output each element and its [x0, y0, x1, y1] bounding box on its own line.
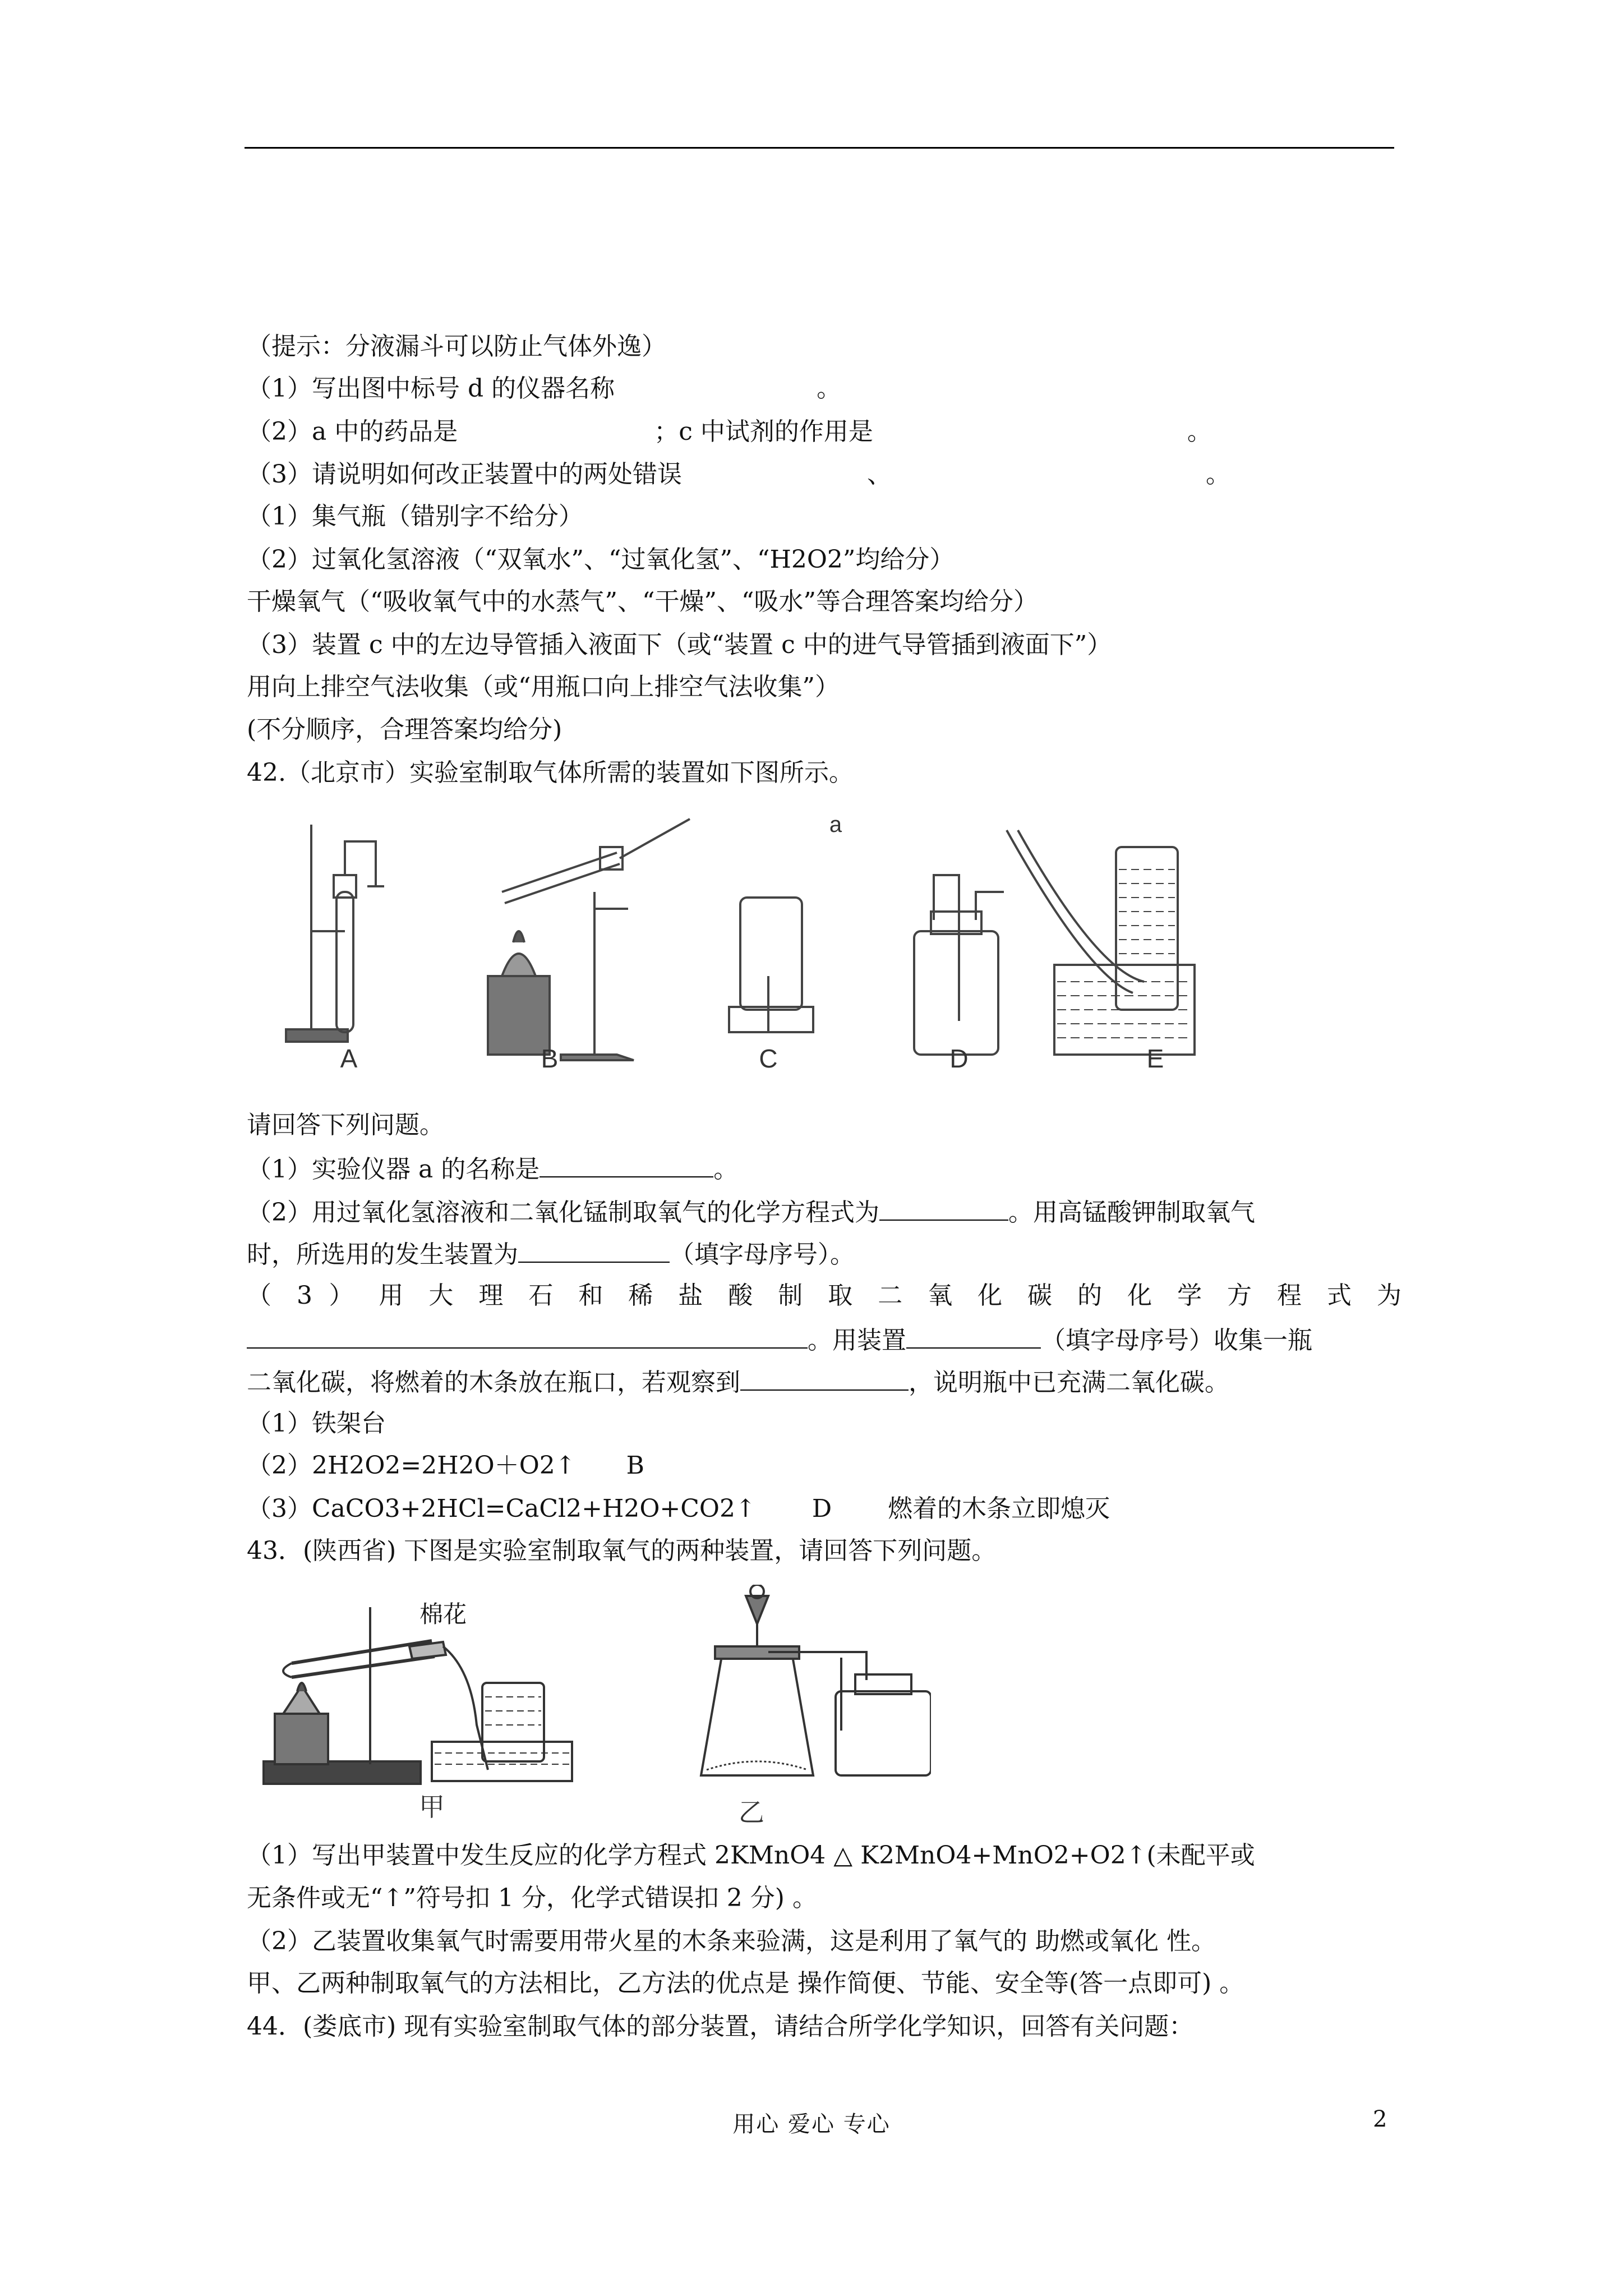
label-c: C [759, 1044, 778, 1073]
apparatus-figure-42 [247, 808, 1284, 1083]
label-yi: 乙 [739, 1797, 764, 1828]
label-d: D [949, 1044, 969, 1073]
answer-line: （2）2H2O2=2H2O＋O2↑ B [247, 1451, 644, 1480]
label-a-tag: a [829, 812, 842, 837]
hint-line: （提示：分液漏斗可以防止气体外逸） [247, 332, 666, 361]
question-line: （2）用过氧化氢溶液和二氧化锰制取氧气的化学方程式为 。用高锰酸钾制取氧气 [247, 1195, 1401, 1228]
apparatus-yi [701, 1585, 931, 1775]
header-rule [245, 147, 1394, 149]
answer-line: （2）过氧化氢溶液（“双氧水”、“过氧化氢”、“H2O2”均给分） [247, 545, 955, 574]
apparatus-a [286, 825, 384, 1042]
answer-line: （1）写出甲装置中发生反应的化学方程式 2KMnO4 △ K2MnO4+MnO2+O2↑(未配平或 [247, 1841, 1255, 1870]
question-line: （ 3 ） 用 大 理 石 和 稀 盐 酸 制 取 二 氧 化 碳 的 化 学 方 程 式 为 [247, 1281, 1401, 1310]
apparatus-b [488, 819, 690, 1060]
question-line: （1）实验仪器 a 的名称是 。 [247, 1152, 1401, 1185]
question-line: 请回答下列问题。 [247, 1111, 444, 1139]
label-b: B [541, 1044, 559, 1073]
question-line: 。用装置 （填字母序号）收集一瓶 [247, 1323, 1401, 1356]
answer-line: 无条件或无“↑”符号扣 1 分，化学式错误扣 2 分) 。 [247, 1884, 817, 1912]
apparatus-c [729, 898, 813, 1032]
label-a: A [340, 1044, 358, 1073]
answer-line: （3）CaCO3+2HCl=CaCl2+H2O+CO2↑ D 燃着的木条立即熄灭 [247, 1494, 1110, 1523]
question-title: 43．(陕西省) 下图是实验室制取氧气的两种装置，请回答下列问题。 [247, 1536, 997, 1565]
answer-line: (不分顺序，合理答案均给分) [247, 715, 562, 744]
answer-line: （1）集气瓶（错别字不给分） [247, 502, 583, 531]
answer-line: （1）铁架台 [247, 1409, 386, 1438]
answer-line: 干燥氧气（“吸收氧气中的水蒸气”、“干燥”、“吸水”等合理答案均给分） [247, 587, 1038, 616]
footer-motto: 用心 爱心 专心 [732, 2111, 891, 2137]
label-e: E [1146, 1044, 1164, 1073]
answer-line: 甲、乙两种制取氧气的方法相比，乙方法的优点是 操作简便、节能、安全等(答一点即可) 。 [247, 1969, 1244, 1998]
question-title: 42.（北京市）实验室制取气体所需的装置如下图所示。 [247, 758, 854, 787]
question-title: 44．(娄底市) 现有实验室制取气体的部分装置，请结合所学化学知识，回答有关问题： [247, 2012, 1194, 2041]
page-number: 2 [1373, 2106, 1387, 2132]
apparatus-figure-43 [258, 1585, 931, 1832]
question-line: 二氧化碳，将燃着的木条放在瓶口，若观察到 ，说明瓶中已充满二氧化碳。 [247, 1365, 1401, 1398]
apparatus-d [914, 875, 1004, 1055]
answer-line: （2）乙装置收集氧气时需要用带火星的木条来验满，这是利用了氧气的 助燃或氧化 性。 [247, 1927, 1216, 1955]
answer-line: （3）装置 c 中的左边导管插入液面下（或“装置 c 中的进气导管插到液面下”） [247, 631, 1112, 659]
question-line: （2）a 中的药品是 ；c 中试剂的作用是 。 [247, 417, 1212, 446]
cotton-label: 棉花 [419, 1600, 467, 1628]
apparatus-jia [264, 1607, 572, 1784]
question-line: 时，所选用的发生装置为 （填字母序号）。 [247, 1237, 1401, 1271]
label-jia: 甲 [419, 1792, 445, 1822]
answer-line: 用向上排空气法收集（或“用瓶口向上排空气法收集”） [247, 673, 840, 701]
apparatus-e [1007, 830, 1195, 1055]
question-line: （3）请说明如何改正装置中的两处错误 、 。 [247, 460, 1230, 489]
question-line: （1）写出图中标号 d 的仪器名称 。 [247, 374, 842, 403]
